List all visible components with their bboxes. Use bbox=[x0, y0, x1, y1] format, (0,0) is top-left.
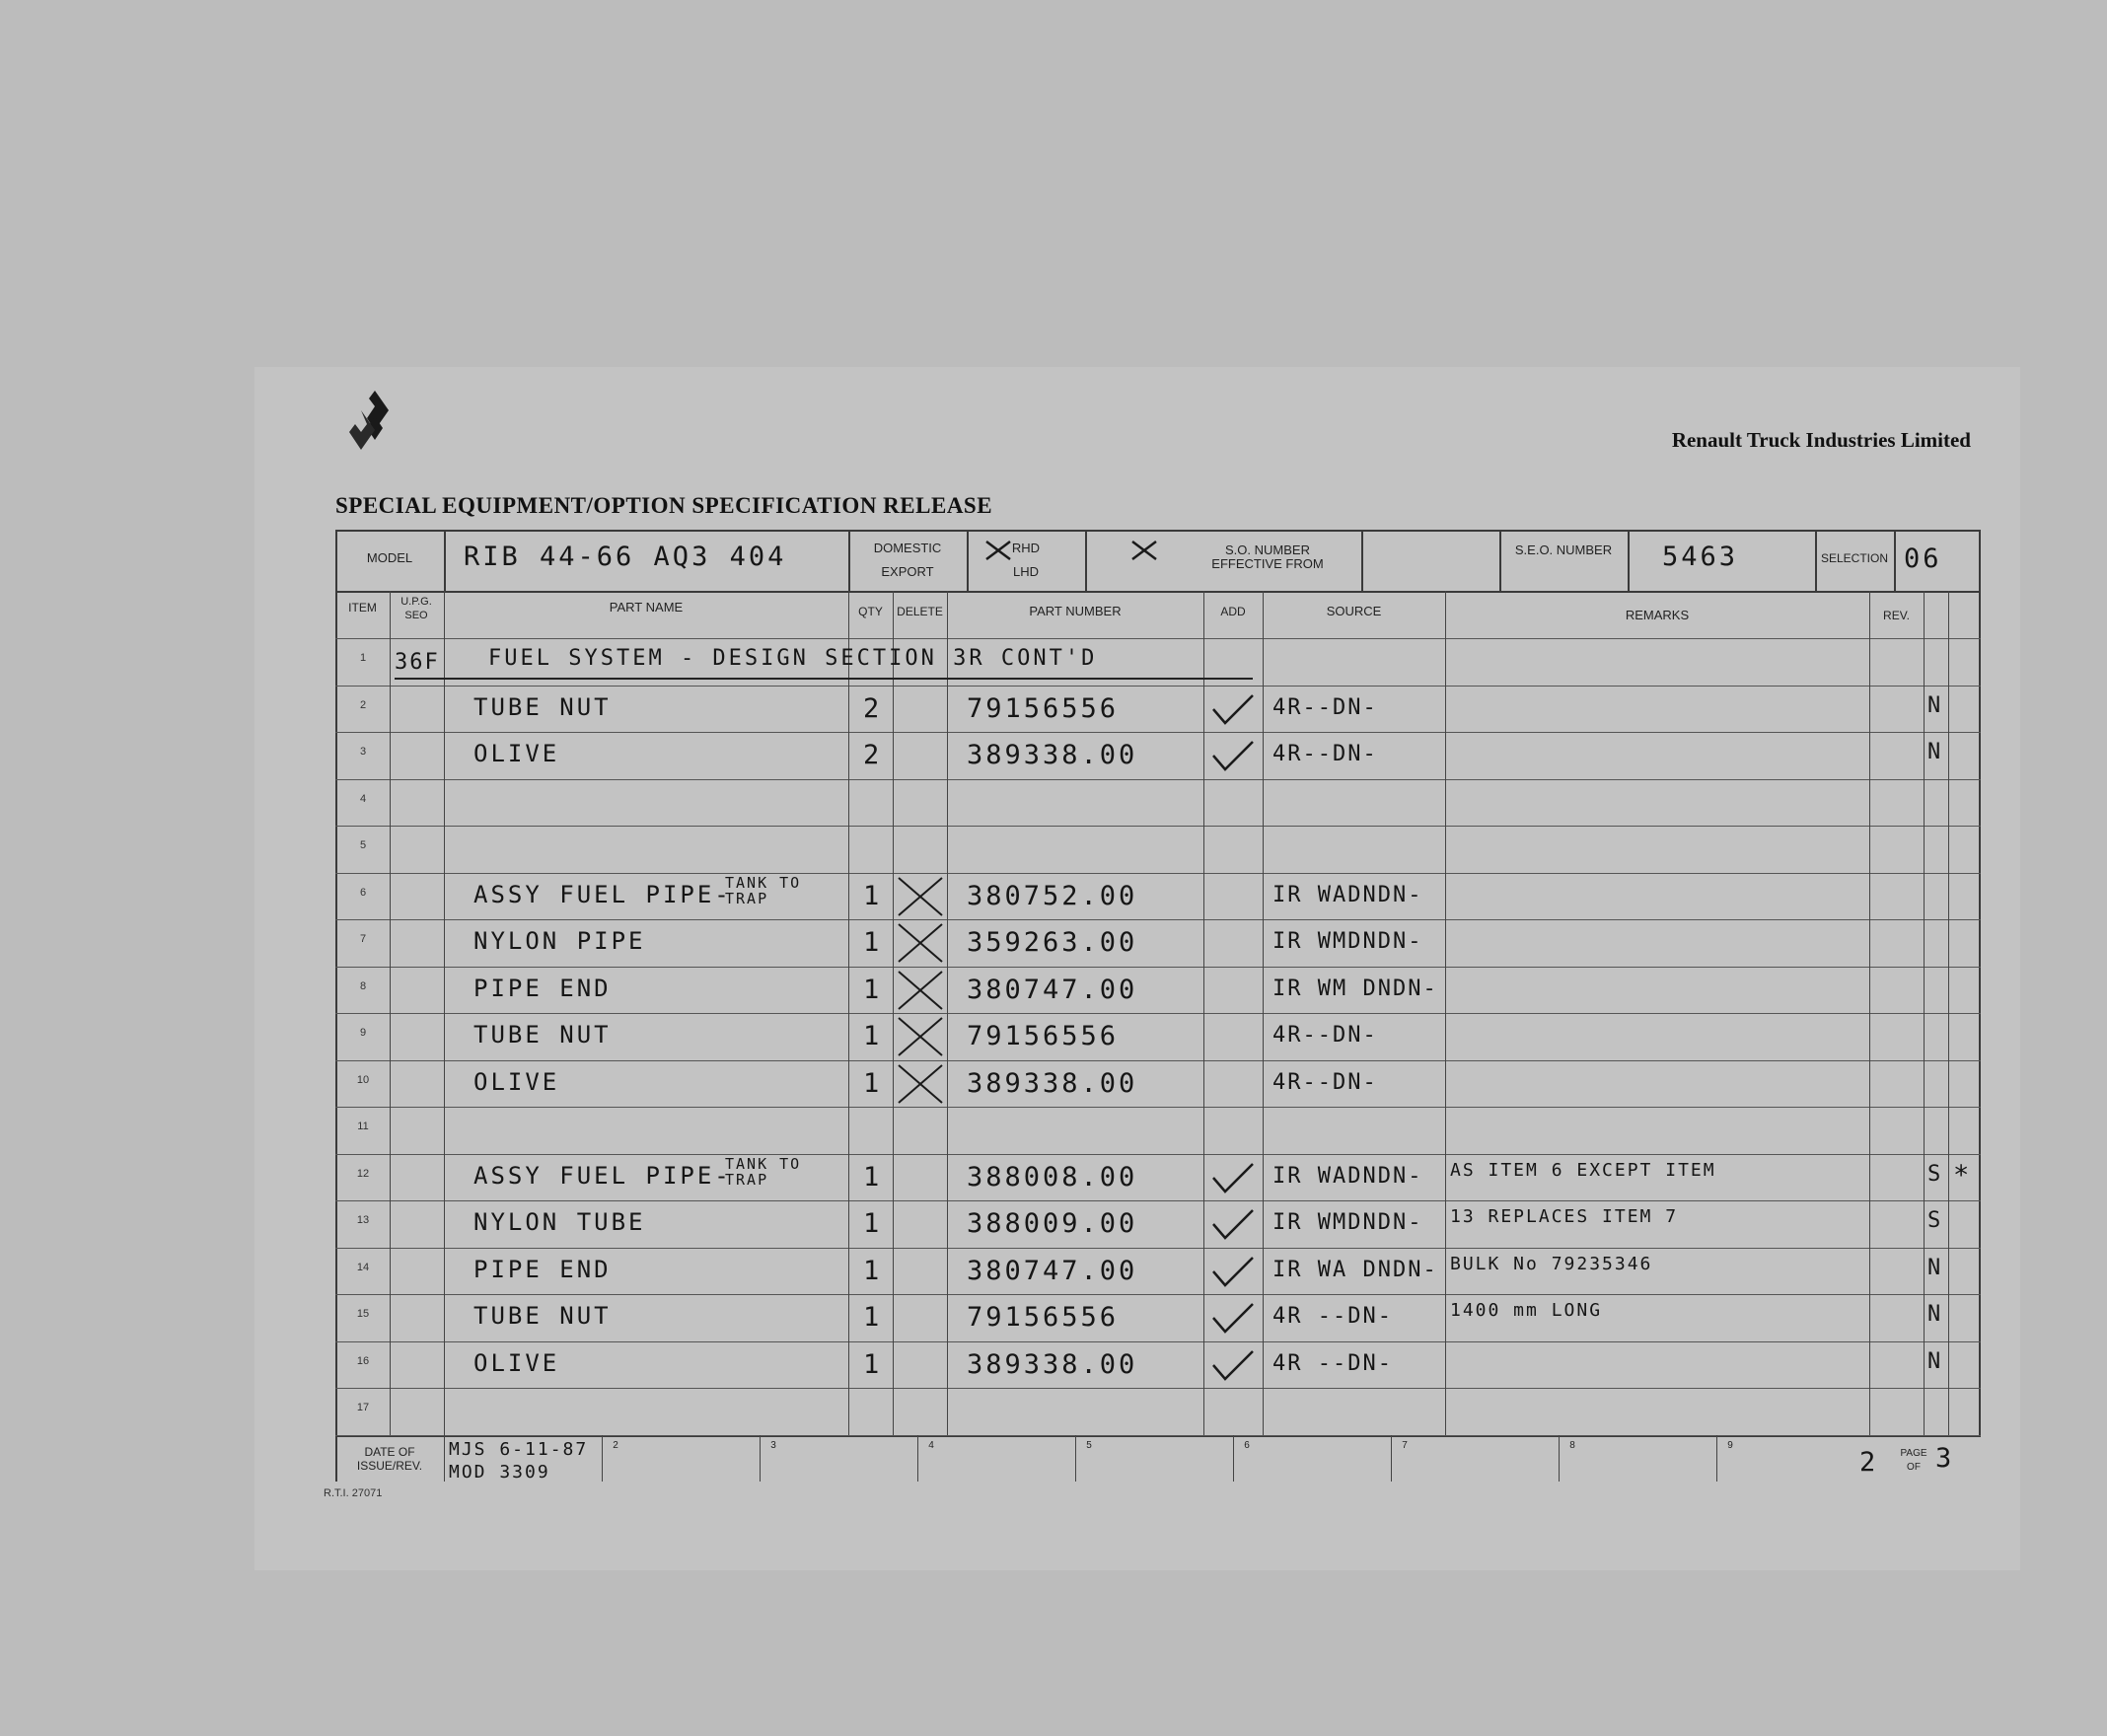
qty-value: 2 bbox=[863, 740, 883, 770]
col-part-name: PART NAME bbox=[609, 600, 684, 615]
col-add: ADD bbox=[1220, 605, 1246, 618]
part-name: NYLON TUBE bbox=[473, 1208, 646, 1236]
part-number-value: 79156556 bbox=[967, 1021, 1120, 1051]
part-name: TUBE NUT bbox=[473, 1302, 612, 1330]
part-number-value: 380752.00 bbox=[967, 881, 1138, 911]
row-number: 14 bbox=[356, 1262, 370, 1273]
issue-line-2: MOD 3309 bbox=[449, 1462, 550, 1483]
part-name: ASSY FUEL PIPE- bbox=[473, 1162, 732, 1190]
part-name: PIPE END bbox=[473, 975, 612, 1002]
revision-star: * bbox=[1953, 1160, 1970, 1191]
source-value: IR WADNDN- bbox=[1272, 883, 1423, 907]
part-number-value: 388009.00 bbox=[967, 1208, 1138, 1239]
footer-slot-num: 2 bbox=[613, 1440, 618, 1451]
footer-slot-num: 5 bbox=[1086, 1440, 1092, 1451]
qty-value: 1 bbox=[863, 1256, 883, 1286]
add-check-mark bbox=[1209, 1252, 1257, 1291]
qty-value: 1 bbox=[863, 1349, 883, 1380]
selection-value: 06 bbox=[1904, 543, 1942, 574]
footer-slot-num: 8 bbox=[1569, 1440, 1575, 1451]
form-title: SPECIAL EQUIPMENT/OPTION SPECIFICATION RELEASE bbox=[335, 493, 993, 518]
date-of-issue-label: DATE OF ISSUE/REV. bbox=[356, 1445, 423, 1473]
part-name: NYLON PIPE bbox=[473, 927, 646, 955]
footer-slot-num: 4 bbox=[928, 1440, 934, 1451]
col-source: SOURCE bbox=[1326, 604, 1382, 618]
source-value: IR WADNDN- bbox=[1272, 1164, 1423, 1189]
status-value: N bbox=[1927, 693, 1941, 718]
col-item: ITEM bbox=[348, 601, 377, 615]
status-value: N bbox=[1927, 1256, 1941, 1280]
row-number: 17 bbox=[356, 1402, 370, 1413]
model-label: MODEL bbox=[366, 550, 413, 565]
status-value: N bbox=[1927, 740, 1941, 764]
domestic-label: DOMESTIC bbox=[873, 541, 942, 555]
issue-line-1: MJS 6-11-87 bbox=[449, 1439, 589, 1460]
status-value: N bbox=[1927, 1349, 1941, 1374]
upg-seo-value: 36F bbox=[395, 650, 440, 675]
source-value: 4R --DN- bbox=[1272, 1304, 1393, 1329]
col-delete: DELETE bbox=[897, 605, 943, 618]
row-number: 7 bbox=[359, 933, 367, 945]
footer-slot-num: 7 bbox=[1402, 1440, 1408, 1451]
page-total: 3 bbox=[1935, 1443, 1955, 1474]
source-value: IR WA DNDN- bbox=[1272, 1258, 1438, 1282]
part-name: OLIVE bbox=[473, 1068, 560, 1096]
company-name: Renault Truck Industries Limited bbox=[1671, 428, 1971, 452]
source-value: 4R--DN- bbox=[1272, 1023, 1378, 1048]
source-value: IR WM DNDN- bbox=[1272, 976, 1438, 1001]
source-value: 4R --DN- bbox=[1272, 1351, 1393, 1376]
add-check-mark bbox=[1209, 1345, 1257, 1385]
row-number: 13 bbox=[356, 1214, 370, 1226]
delete-cross-mark bbox=[896, 875, 945, 918]
rhd-label: RHD bbox=[1011, 541, 1041, 555]
status-value: S bbox=[1927, 1208, 1941, 1233]
row-number: 16 bbox=[356, 1355, 370, 1367]
footer-slot-num: 6 bbox=[1244, 1440, 1250, 1451]
part-name: FUEL SYSTEM - DESIGN SECTION 3R CONT'D bbox=[488, 646, 1098, 671]
lhd-label: LHD bbox=[1012, 564, 1039, 579]
row-number: 9 bbox=[359, 1027, 367, 1039]
add-check-mark bbox=[1209, 1204, 1257, 1244]
qty-value: 2 bbox=[863, 693, 883, 724]
export-label: EXPORT bbox=[881, 564, 934, 579]
row-number: 2 bbox=[359, 699, 367, 711]
row-number: 6 bbox=[359, 887, 367, 899]
part-number-value: 380747.00 bbox=[967, 1256, 1138, 1286]
source-value: IR WMDNDN- bbox=[1272, 1210, 1423, 1235]
part-number-value: 389338.00 bbox=[967, 740, 1138, 770]
row-number: 3 bbox=[359, 746, 367, 758]
remarks-value: 13 REPLACES ITEM 7 bbox=[1450, 1206, 1679, 1227]
part-number-value: 389338.00 bbox=[967, 1349, 1138, 1380]
selection-label: SELECTION bbox=[1820, 551, 1888, 565]
qty-value: 1 bbox=[863, 881, 883, 911]
part-name-sub: TANK TO TRAP bbox=[725, 1155, 802, 1189]
source-value: 4R--DN- bbox=[1272, 742, 1378, 766]
part-name: TUBE NUT bbox=[473, 1021, 612, 1049]
footer-slot-num: 3 bbox=[770, 1440, 776, 1451]
part-number-value: 79156556 bbox=[967, 693, 1120, 724]
part-name: OLIVE bbox=[473, 740, 560, 767]
row-number: 15 bbox=[356, 1308, 370, 1320]
page-number: 2 bbox=[1859, 1447, 1879, 1478]
add-check-mark bbox=[1209, 689, 1257, 729]
part-name: TUBE NUT bbox=[473, 693, 612, 721]
part-name: ASSY FUEL PIPE- bbox=[473, 881, 732, 908]
form-code: R.T.I. 27071 bbox=[324, 1487, 383, 1499]
qty-value: 1 bbox=[863, 1162, 883, 1193]
col-remarks: REMARKS bbox=[1625, 608, 1690, 622]
remarks-value: 1400 mm LONG bbox=[1450, 1300, 1603, 1321]
qty-value: 1 bbox=[863, 1068, 883, 1099]
part-number-value: 389338.00 bbox=[967, 1068, 1138, 1099]
col-rev: REV. bbox=[1883, 609, 1910, 622]
row-number: 4 bbox=[359, 793, 367, 805]
part-number-value: 388008.00 bbox=[967, 1162, 1138, 1193]
remarks-value: BULK No 79235346 bbox=[1450, 1254, 1653, 1274]
renault-logo bbox=[345, 389, 404, 458]
delete-cross-mark bbox=[896, 921, 945, 965]
add-check-mark bbox=[1209, 736, 1257, 775]
seo-number-value: 5463 bbox=[1662, 542, 1739, 572]
remarks-value: AS ITEM 6 EXCEPT ITEM bbox=[1450, 1160, 1716, 1181]
row-number: 1 bbox=[359, 652, 367, 664]
part-name: PIPE END bbox=[473, 1256, 612, 1283]
rhd-cross-mark bbox=[1130, 540, 1158, 561]
part-number-value: 359263.00 bbox=[967, 927, 1138, 958]
release-form bbox=[335, 530, 1981, 1482]
row-number: 8 bbox=[359, 980, 367, 992]
part-name: OLIVE bbox=[473, 1349, 560, 1377]
part-number-value: 79156556 bbox=[967, 1302, 1120, 1333]
col-part-number: PART NUMBER bbox=[1029, 604, 1122, 618]
page-of-label: PAGE OF bbox=[1900, 1448, 1927, 1473]
delete-cross-mark bbox=[896, 1015, 945, 1058]
status-value: S bbox=[1927, 1162, 1941, 1187]
part-number-value: 380747.00 bbox=[967, 975, 1138, 1005]
status-value: N bbox=[1927, 1302, 1941, 1327]
add-check-mark bbox=[1209, 1158, 1257, 1197]
model-value: RIB 44-66 AQ3 404 bbox=[464, 542, 787, 572]
delete-cross-mark bbox=[896, 969, 945, 1012]
qty-value: 1 bbox=[863, 975, 883, 1005]
source-value: 4R--DN- bbox=[1272, 695, 1378, 720]
qty-value: 1 bbox=[863, 1021, 883, 1051]
row-number: 11 bbox=[357, 1121, 369, 1132]
add-check-mark bbox=[1209, 1298, 1257, 1338]
so-number-label: S.O. NUMBER EFFECTIVE FROM bbox=[1211, 542, 1324, 571]
col-qty: QTY bbox=[858, 605, 883, 618]
qty-value: 1 bbox=[863, 1302, 883, 1333]
qty-value: 1 bbox=[863, 1208, 883, 1239]
row-number: 10 bbox=[356, 1074, 370, 1086]
source-value: IR WMDNDN- bbox=[1272, 929, 1423, 954]
part-name-sub: TANK TO TRAP bbox=[725, 874, 802, 907]
delete-cross-mark bbox=[896, 1062, 945, 1106]
row-number: 12 bbox=[356, 1168, 370, 1180]
qty-value: 1 bbox=[863, 927, 883, 958]
row-number: 5 bbox=[359, 839, 367, 851]
seo-number-label: S.E.O. NUMBER bbox=[1514, 542, 1613, 557]
source-value: 4R--DN- bbox=[1272, 1070, 1378, 1095]
col-upg-seo: U.P.G. SEO bbox=[400, 596, 432, 621]
footer-slot-num: 9 bbox=[1727, 1440, 1733, 1451]
specification-sheet bbox=[254, 367, 2020, 1570]
